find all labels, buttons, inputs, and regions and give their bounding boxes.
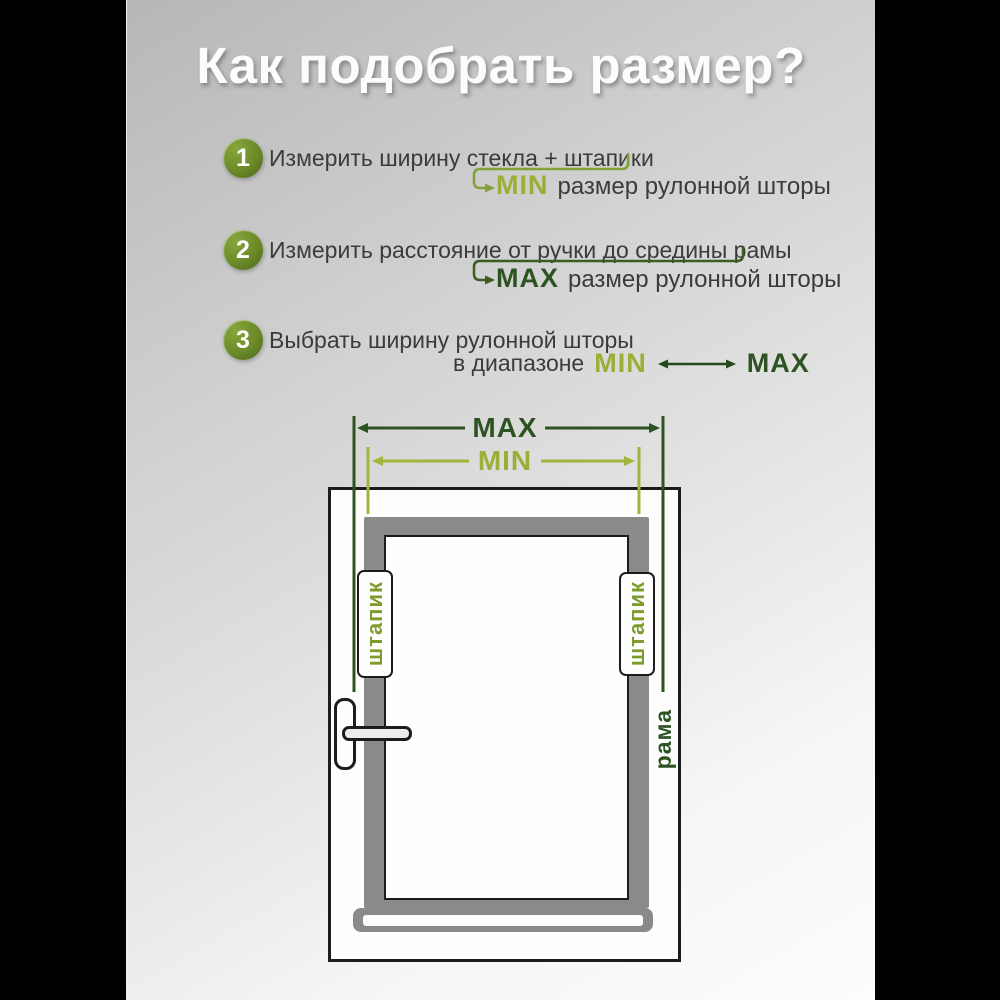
step-2-badge — [223, 230, 263, 270]
step-2-text: Измерить расстояние от ручки до средины рамы — [269, 237, 792, 263]
dimension-min-label: MIN — [477, 445, 533, 476]
step-2-max-label: MAX — [496, 263, 559, 293]
step-2-number: 2 — [236, 235, 250, 264]
window-sill-slot — [363, 915, 643, 926]
min-arrowhead-right — [624, 456, 635, 466]
window-handle-bar — [342, 726, 412, 741]
page-title: Как подобрать размер? — [196, 37, 806, 94]
frame-label-text: рама — [649, 708, 676, 770]
bead-label-left — [357, 570, 393, 678]
step-3-range-prefix: в диапазоне — [453, 350, 585, 376]
step-1-badge — [223, 138, 263, 178]
min-arrowhead-left — [372, 456, 383, 466]
step-3-min-label: MIN — [594, 348, 647, 378]
max-arrowhead-right — [649, 423, 660, 433]
min-max-range-arrow — [657, 357, 737, 371]
step-3-range — [453, 348, 810, 379]
step-3-text: Выбрать ширину рулонной шторы — [269, 327, 634, 353]
bead-label-right — [619, 572, 655, 676]
infographic-panel — [126, 0, 875, 1000]
step-1-connector-arrowhead — [485, 184, 495, 193]
step-1-text: Измерить ширину стекла + штапики — [269, 145, 654, 171]
step-1-result-text: размер рулонной шторы — [557, 173, 831, 200]
step-1-result — [496, 170, 831, 201]
max-arrowhead-left — [357, 423, 368, 433]
window-glass — [384, 535, 629, 900]
step-2-result-text: размер рулонной шторы — [568, 266, 842, 293]
step-3-number: 3 — [236, 325, 250, 354]
step-1-number: 1 — [236, 143, 250, 172]
step-3-badge — [223, 320, 263, 360]
step-1-min-label: MIN — [496, 170, 549, 200]
dimension-max-label: MAX — [472, 412, 538, 443]
step-2-connector-arrowhead — [485, 276, 495, 285]
frame-label — [646, 698, 680, 780]
step-3-max-label: MAX — [746, 348, 810, 378]
bead-label-right-text: штапик — [624, 581, 649, 667]
step-2-result — [496, 263, 841, 294]
bead-label-left-text: штапик — [362, 581, 387, 667]
